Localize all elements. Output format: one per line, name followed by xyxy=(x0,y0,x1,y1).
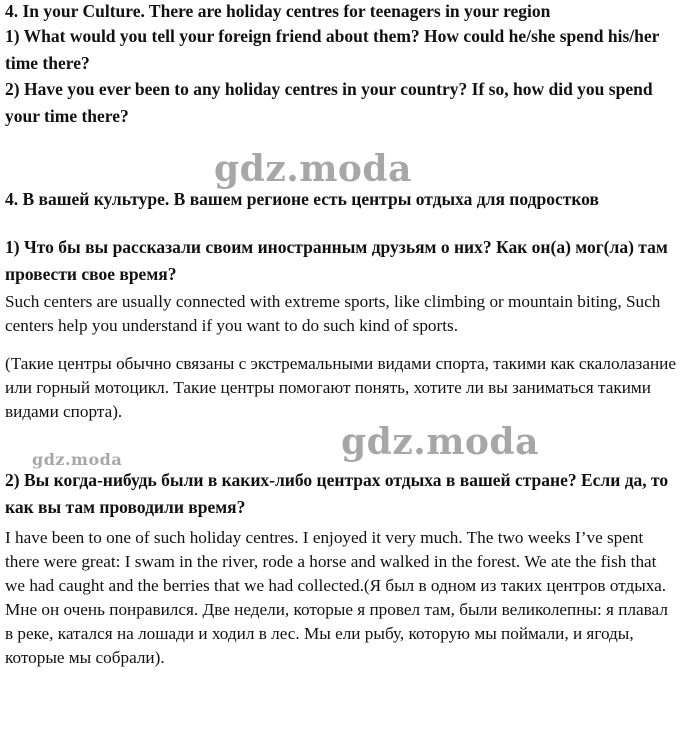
task-question-2-en: 2) Have you ever been to any holiday centres in your country? If so, how did you spend your time there? xyxy=(5,79,653,126)
answer-1-russian: (Такие центры обычно связаны с экстремальными видами спорта, такими как скалолазание или горный мотоцикл. Такие центры помогают понять, хотите ли вы заниматься такими видами спорта). xyxy=(5,354,676,421)
task-question-2-ru: 2) Вы когда-нибудь были в каких-либо центрах отдыха в вашей стране? Если да, то как вы там проводили время? xyxy=(5,470,669,517)
answer-1-english: Such centers are usually connected with extreme sports, like climbing or mountain biting, Such centers help you understand if you want to do such kind of sports. xyxy=(5,292,661,335)
task-title-en: 4. In your Culture. There are holiday centres for teenagers in your region xyxy=(5,1,551,21)
task-question-1-en: 1) What would you tell your foreign friend about them? How could he/she spend his/her time there? xyxy=(5,26,660,73)
watermark-middle-small: gdz.moda xyxy=(32,450,123,469)
task-title-ru: 4. В вашей культуре. В вашем регионе есть центры отдыха для подростков xyxy=(5,189,599,209)
watermark-top: gdz.moda xyxy=(214,148,412,190)
watermark-middle-large: gdz.moda xyxy=(341,421,539,463)
answer-2-text: I have been to one of such holiday centres. I enjoyed it very much. The two weeks I’ve spent there were great: I swam in the river, rode a horse and walked in the forest. We ate the fish that we had caught and the berries that we had collected.(Я был в одном из таких центров отдыха. Мне он очень понравился. Две недели, которые я провел там, были великолепны: я плавал в реке, катался на лошади и ходил в лес. Мы ели рыбу, которую мы поймали, и ягоды, которые мы собрали). xyxy=(5,528,668,667)
task-question-1-ru: 1) Что бы вы рассказали своим иностранным друзьям о них? Как он(а) мог(ла) там провести свое время? xyxy=(5,237,668,284)
